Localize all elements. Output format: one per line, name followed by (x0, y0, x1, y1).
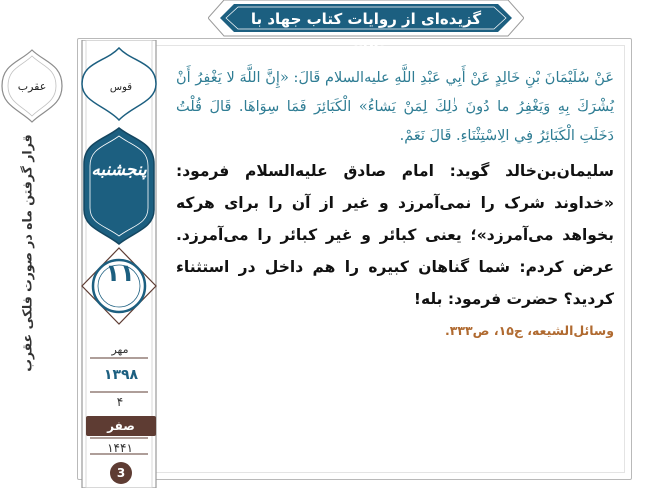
day-number: ۱۱ (105, 259, 135, 287)
hijri-day: ۴ (116, 395, 124, 409)
solar-year: ۱۳۹۸ (103, 367, 139, 383)
persian-translation: سلیمان‌بن‌خالد گوید: امام صادق علیه‌السلام فرمود: «خداوند شرک را نمی‌آمرزد و غیر از آن را برای هرکه بخواهد می‌آمرزد»؛ یعنی کبائر و غیر کبائر را می‌آمرزد. عرض کردم: شما گناهان کبیره را هم داخل در استثناء کردید؟ حضرت فرمود: بله! (176, 162, 614, 308)
solar-month-label: مهر (111, 343, 129, 356)
weekday-label: پنجشنبه (91, 160, 147, 180)
hadith-content (176, 64, 614, 338)
moon-position-text: قرار گرفتن ماه در صورت فلکی عقرب (19, 134, 35, 372)
moon-position-caption (2, 128, 52, 378)
zodiac-next-label: قوس (109, 82, 133, 93)
banner-title: گزیده‌ای از روایات کتاب جهاد با نفس (250, 10, 482, 54)
page-number-badge: 3 (110, 462, 132, 484)
arabic-hadith: عَنْ سُلَيْمَانَ بْنِ خَالِدٍ عَنْ أَبِي عَبْدِ اللَّهِ علیه‌السلام قَالَ: «إِنَّ اللَّهَ لا يَغْفِرُ أَنْ يُشْرَكَ بِهِ وَيَغْفِرُ ما دُونَ ذٰلِكَ لِمَنْ يَشاءُ» الْكَبَائِرَ فَمَا سِوَاهَا. قَالَ قُلْتُ دَخَلَتِ الْكَبَائِرُ فِي الِاسْتِثْنَاءِ. قَالَ نَعَمْ. (176, 70, 614, 144)
zodiac-current-label: عقرب (17, 80, 47, 93)
hijri-year: ۱۴۴۱ (107, 441, 133, 455)
header-banner (208, 0, 524, 54)
hijri-month-badge: صفر (86, 416, 156, 436)
source-citation: وسائل‌الشیعه، ج۱۵، ص۳۳۳. (445, 323, 614, 338)
